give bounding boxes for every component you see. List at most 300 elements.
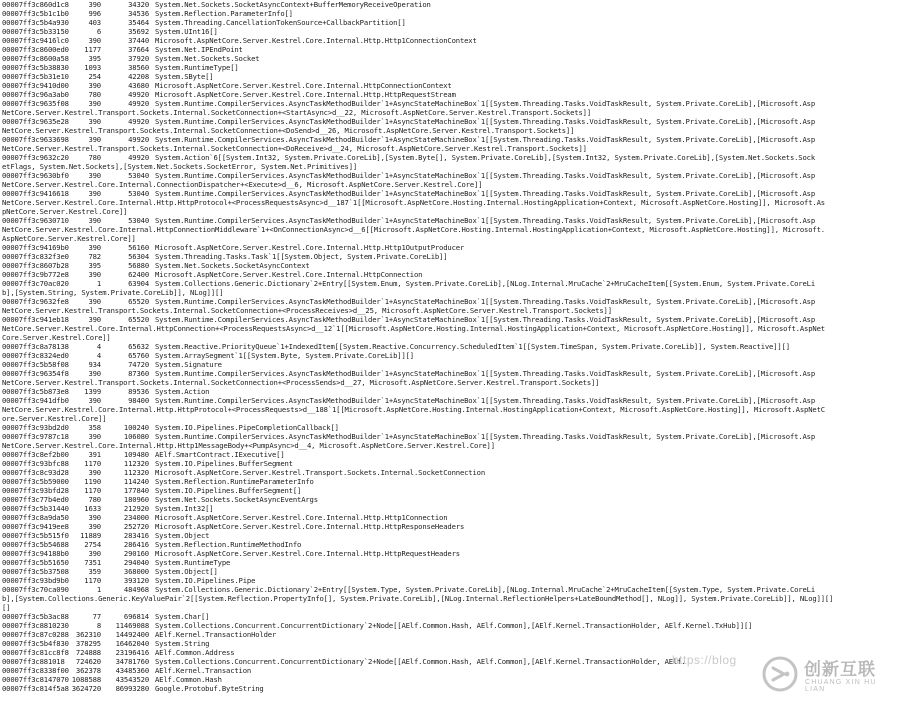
class-name: AElf.Kernel.TransactionHolder xyxy=(155,630,277,639)
method-table: 00007ff3c5b59000 xyxy=(2,477,69,486)
method-table: 00007ff3c8c93d28 xyxy=(2,468,69,477)
brand-subtitle: CHUANG XIN HU LIAN xyxy=(805,679,877,693)
total-size: 74720 xyxy=(128,360,149,369)
class-name: System.Object[] xyxy=(155,567,218,576)
dump-row xyxy=(2,432,900,441)
total-size: 53040 xyxy=(128,189,149,198)
dump-row xyxy=(2,612,900,621)
object-count: 359 xyxy=(88,567,101,576)
method-table: 00007ff3c8338f00 xyxy=(2,666,69,675)
total-size: 43543520 xyxy=(115,675,149,684)
object-count: 390 xyxy=(88,216,101,225)
object-count: 390 xyxy=(88,135,101,144)
object-count: 390 xyxy=(88,396,101,405)
method-table: 00007ff3c93bfc88 xyxy=(2,459,69,468)
object-count: 403 xyxy=(88,18,101,27)
dump-row xyxy=(2,297,900,306)
object-count: 6 xyxy=(96,27,101,36)
class-name: Microsoft.AspNetCore.Server.Kestrel.Core.Internal.Http.HttpRequestHeaders xyxy=(155,549,460,558)
total-size: 42208 xyxy=(128,72,149,81)
class-name: System.Reflection.RuntimeMethodInfo xyxy=(155,540,302,549)
method-table: 00007ff3c9632fe8 xyxy=(2,297,69,306)
class-name: System.Runtime.CompilerServices.AsyncTaskMethodBuilder`1+AsyncStateMachineBox`1[[System.Threading.Tasks.VoidTaskResult, System.Private.CoreLib],[Microsoft.Asp xyxy=(155,171,816,180)
method-table: 00007ff3c8810230 xyxy=(2,621,69,630)
class-name: System.Collections.Generic.Dictionary`2+Entry[[System.Enum, System.Private.CoreLib],[NLog.Internal.MruCache`2+MruCacheItem[[System.Enum, System.Private.CoreLi xyxy=(155,279,816,288)
total-size: 37440 xyxy=(128,36,149,45)
method-table: 00007ff3c9635e28 xyxy=(2,117,69,126)
dump-row xyxy=(2,576,900,585)
class-name: System.Runtime.CompilerServices.AsyncTaskMethodBuilder`1+AsyncStateMachineBox`1[[System.Threading.Tasks.VoidTaskResult, System.Private.CoreLib],[Microsoft.Asp xyxy=(155,117,816,126)
dump-row xyxy=(2,243,900,252)
object-count: 3624720 xyxy=(71,684,101,693)
total-size: 180960 xyxy=(123,495,149,504)
dump-row xyxy=(2,495,900,504)
total-size: 16462040 xyxy=(115,639,149,648)
class-name: System.Runtime.CompilerServices.AsyncTaskMethodBuilder`1+AsyncStateMachineBox`1[[System.Threading.Tasks.VoidTaskResult, System.Private.CoreLib],[Microsoft.Asp xyxy=(155,135,816,144)
class-name: System.Action xyxy=(155,387,210,396)
method-table: 00007ff3c5b51650 xyxy=(2,558,69,567)
object-count: 996 xyxy=(88,9,101,18)
class-name: System.Collections.Concurrent.ConcurrentDictionary`2+Node[[AElf.Common.Hash, AElf.Common],[AElf.Kernel.TransactionHolder, AElf.Kernel.TxHub]][] xyxy=(155,621,753,630)
class-name: Microsoft.AspNetCore.Server.Kestrel.Core.Internal.Http.Http1OutputProducer xyxy=(155,243,465,252)
total-size: 49920 xyxy=(128,153,149,162)
dump-row xyxy=(2,621,900,630)
method-table: 00007ff3c70ca090 xyxy=(2,585,69,594)
class-name: System.RuntimeType[] xyxy=(155,63,239,72)
object-count: 390 xyxy=(88,549,101,558)
method-table: 00007ff3c9416lc0 xyxy=(2,36,69,45)
class-name: System.Net.Sockets.Socket xyxy=(155,54,260,63)
method-table: 00007ff3c8a9da50 xyxy=(2,513,69,522)
dump-row xyxy=(2,360,900,369)
method-table: 00007ff3c8a78138 xyxy=(2,342,69,351)
dump-row xyxy=(2,387,900,396)
object-count: 4 xyxy=(96,342,101,351)
object-count: 395 xyxy=(88,54,101,63)
object-count: 390 xyxy=(88,36,101,45)
total-size: 49920 xyxy=(128,135,149,144)
method-table: 00007ff3c5b4a930 xyxy=(2,18,69,27)
total-size: 89536 xyxy=(128,387,149,396)
class-name: AElf.Common.Hash xyxy=(155,675,222,684)
object-count: 390 xyxy=(88,99,101,108)
class-name: System.RuntimeType xyxy=(155,558,231,567)
method-table: 00007ff3c9630710 xyxy=(2,216,69,225)
object-count: 1088588 xyxy=(71,675,101,684)
dump-row xyxy=(2,252,900,261)
object-count: 390 xyxy=(88,243,101,252)
dump-row-continuation: NetCore.Server.Kestrel.Transport.Sockets.Internal.SocketConnection+<DoSend>d__26, Microsoft.AspNetCore.Server.Kestrel.Transport.Sockets]] xyxy=(2,126,575,135)
method-table: 00007ff3c5b37508 xyxy=(2,567,69,576)
brand-name: 创新互联 xyxy=(804,660,876,680)
total-size: 14492400 xyxy=(115,630,149,639)
object-count: 780 xyxy=(88,495,101,504)
class-name: System.IO.Pipelines.Pipe xyxy=(155,576,256,585)
dump-row xyxy=(2,558,900,567)
object-count: 390 xyxy=(88,189,101,198)
object-count: 11889 xyxy=(80,531,101,540)
method-table: 00007ff3c5b515f0 xyxy=(2,531,69,540)
dump-row xyxy=(2,369,900,378)
class-name: Microsoft.AspNetCore.Server.Kestrel.Core.Internal.Http.Http1Connection xyxy=(155,513,448,522)
object-count: 390 xyxy=(88,513,101,522)
class-name: AElf.Common.Address xyxy=(155,648,235,657)
dump-row xyxy=(2,153,900,162)
method-table: 00007ff3c9630bf0 xyxy=(2,171,69,180)
object-count: 391 xyxy=(88,450,101,459)
total-size: 294040 xyxy=(123,558,149,567)
dump-row xyxy=(2,477,900,486)
class-name: System.Runtime.CompilerServices.AsyncTaskMethodBuilder`1+AsyncStateMachineBox`1[[System.Threading.Tasks.VoidTaskResult, System.Private.CoreLib],[Microsoft.Asp xyxy=(155,216,816,225)
object-count: 1170 xyxy=(84,576,101,585)
method-table: 00007ff3c5b873e8 xyxy=(2,387,69,396)
total-size: 286416 xyxy=(123,540,149,549)
method-table: 00007ff3c5b38830 xyxy=(2,63,69,72)
dump-row xyxy=(2,567,900,576)
class-name: Google.Protobuf.ByteString xyxy=(155,684,264,693)
dump-row-continuation: NetCore.Server.Kestrel.Core.Internal.Http.HttpProtocol+<ProcessRequests>d__188`1[[Microsoft.AspNetCore.Hosting.Internal.HostingApplication+Context, Microsoft.AspNetCore.Hosting]], Microsoft.AspNetC xyxy=(2,405,825,414)
class-name: System.Signature xyxy=(155,360,222,369)
method-table: 00007ff3c5b58f08 xyxy=(2,360,69,369)
object-count: 780 xyxy=(88,90,101,99)
brand-logo-icon xyxy=(762,656,798,692)
object-count: 934 xyxy=(88,360,101,369)
class-name: System.Runtime.CompilerServices.AsyncTaskMethodBuilder`1+AsyncStateMachineBox`1[[System.Threading.Tasks.VoidTaskResult, System.Private.CoreLib],[Microsoft.Asp xyxy=(155,315,816,324)
total-size: 252720 xyxy=(123,522,149,531)
class-name: System.String xyxy=(155,639,210,648)
object-count: 1177 xyxy=(84,45,101,54)
object-count: 780 xyxy=(88,153,101,162)
class-name: AElf.Kernel.Transaction xyxy=(155,666,252,675)
method-table: 00007ff3c93bd9b0 xyxy=(2,576,69,585)
dump-row-continuation: NetCore.Server.Kestrel.Core.Internal.HttpConnectionMiddleware`1+<OnConnectionAsync>d__6[[Microsoft.AspNetCore.Hosting.Internal.HostingApplication+Context, Microsoft.AspNetCore.Hosting]], Microsoft. xyxy=(2,225,825,234)
method-table: 00007ff3c5b3ac88 xyxy=(2,612,69,621)
object-count: 724620 xyxy=(75,657,101,666)
object-count: 390 xyxy=(88,369,101,378)
dump-row xyxy=(2,423,900,432)
dump-row xyxy=(2,63,900,72)
object-count: 1190 xyxy=(84,477,101,486)
object-count: 1633 xyxy=(84,504,101,513)
total-size: 65520 xyxy=(128,297,149,306)
object-count: 390 xyxy=(88,468,101,477)
total-size: 49920 xyxy=(128,90,149,99)
method-table: 00007ff3c8147070 xyxy=(2,675,69,684)
total-size: 49920 xyxy=(128,99,149,108)
dump-row-continuation: b],[System.String, System.Private.CoreLib]], NLog]][] xyxy=(2,288,224,297)
method-table: 00007ff3c941dfb0 xyxy=(2,396,69,405)
dump-row xyxy=(2,189,900,198)
method-table: 00007ff3c87c0288 xyxy=(2,630,69,639)
method-table: 00007ff3c5b54688 xyxy=(2,540,69,549)
method-table: 00007ff3c96354f8 xyxy=(2,369,69,378)
method-table: 00007ff3c9b772e8 xyxy=(2,270,69,279)
method-table: 00007ff3c94188b0 xyxy=(2,549,69,558)
dump-row xyxy=(2,342,900,351)
dump-row-continuation: NetCore.Server.Kestrel.Core.Internal.HttpConnection+<ProcessRequestsAsync>d__12`1[[Microsoft.AspNetCore.Hosting.Internal.HostingApplication+Context, Microsoft.AspNetCore.Hosting]], Microsoft.AspNet xyxy=(2,324,825,333)
class-name: System.Reflection.ParameterInfo[] xyxy=(155,9,293,18)
method-table: 00007ff3c5b1c1b0 xyxy=(2,9,69,18)
method-table: 00007ff3c9787c18 xyxy=(2,432,69,441)
total-size: 393120 xyxy=(123,576,149,585)
method-table: 00007ff3c93bd2d0 xyxy=(2,423,69,432)
dump-row xyxy=(2,513,900,522)
total-size: 109480 xyxy=(123,450,149,459)
object-count: 362378 xyxy=(75,666,101,675)
class-name: System.Action`6[[System.Int32, System.Private.CoreLib],[System.Byte[], System.Private.CoreLib],[System.Int32, System.Private.CoreLib],[System.Net.Sockets.Sock xyxy=(155,153,816,162)
class-name: System.Reflection.RuntimeParameterInfo xyxy=(155,477,314,486)
class-name: System.UInt16[] xyxy=(155,27,218,36)
dump-row-continuation: NetCore.Server.Kestrel.Core.Internal.Http.HttpProtocol+<ProcessRequestsAsync>d__187`1[[Microsoft.AspNetCore.Hosting.Internal.HostingApplication+Context, Microsoft.AspNetCore.Hosting]], Microsoft.As xyxy=(2,198,825,207)
dump-row xyxy=(2,549,900,558)
object-count: 1170 xyxy=(84,486,101,495)
method-table: 00007ff3c81cc8f8 xyxy=(2,648,69,657)
object-count: 1 xyxy=(96,585,101,594)
object-count: 390 xyxy=(88,0,101,9)
total-size: 98400 xyxy=(128,396,149,405)
object-count: 2754 xyxy=(84,540,101,549)
dump-row xyxy=(2,459,900,468)
dump-row xyxy=(2,27,900,36)
total-size: 37664 xyxy=(128,45,149,54)
method-table: 00007ff3c8607b28 xyxy=(2,261,69,270)
dump-row-continuation: [] xyxy=(2,603,11,612)
dump-row xyxy=(2,630,900,639)
object-count: 390 xyxy=(88,270,101,279)
total-size: 234000 xyxy=(123,513,149,522)
class-name: System.Runtime.CompilerServices.AsyncTaskMethodBuilder`1+AsyncStateMachineBox`1[[System.Threading.Tasks.VoidTaskResult, System.Private.CoreLib],[Microsoft.Asp xyxy=(155,297,816,306)
dump-row xyxy=(2,270,900,279)
dump-row xyxy=(2,72,900,81)
class-name: Microsoft.AspNetCore.Server.Kestrel.Core.Internal.Http.HttpRequestStream xyxy=(155,90,456,99)
object-count: 1170 xyxy=(84,459,101,468)
method-table: 00007ff3c5b31440 xyxy=(2,504,69,513)
object-count: 395 xyxy=(88,261,101,270)
method-table: 00007ff3c70ac020 xyxy=(2,279,69,288)
total-size: 53040 xyxy=(128,171,149,180)
total-size: 106080 xyxy=(123,432,149,441)
object-count: 7351 xyxy=(84,558,101,567)
dump-row xyxy=(2,99,900,108)
dump-row xyxy=(2,468,900,477)
dump-row xyxy=(2,45,900,54)
class-name: System.Int32[] xyxy=(155,504,214,513)
class-name: System.Net.Sockets.SocketAsyncContext xyxy=(155,261,310,270)
object-count: 8 xyxy=(96,621,101,630)
dump-row xyxy=(2,585,900,594)
dump-row-continuation: NetCore.Server.Kestrel.Transport.Sockets.Internal.SocketConnection+<StartAsync>d__22, Microsoft.AspNetCore.Server.Kestrel.Transport.Sockets]] xyxy=(2,108,591,117)
total-size: 35692 xyxy=(128,27,149,36)
dump-row xyxy=(2,486,900,495)
class-name: System.Runtime.CompilerServices.AsyncTaskMethodBuilder`1+AsyncStateMachineBox`1[[System.Threading.Tasks.VoidTaskResult, System.Private.CoreLib],[Microsoft.Asp xyxy=(155,432,816,441)
total-size: 114240 xyxy=(123,477,149,486)
object-count: 390 xyxy=(88,171,101,180)
total-size: 212920 xyxy=(123,504,149,513)
dump-row xyxy=(2,81,900,90)
dump-row xyxy=(2,279,900,288)
dump-row-continuation: ore.Server.Kestrel.Core]] xyxy=(2,414,107,423)
total-size: 49920 xyxy=(128,117,149,126)
method-table: 00007ff3c9410d00 xyxy=(2,81,69,90)
dump-row-continuation: NetCore.Server.Kestrel.Transport.Sockets.Internal.SocketConnection+<DoReceive>d__24, Microsoft.AspNetCore.Server.Kestrel.Transport.Sockets]] xyxy=(2,144,587,153)
method-table: 00007ff3c941eb18 xyxy=(2,315,69,324)
object-count: 390 xyxy=(88,297,101,306)
total-size: 35464 xyxy=(128,18,149,27)
dump-row xyxy=(2,18,900,27)
total-size: 23196416 xyxy=(115,648,149,657)
object-count: 1 xyxy=(96,279,101,288)
object-count: 362310 xyxy=(75,630,101,639)
method-table: 00007ff3c832f3e0 xyxy=(2,252,69,261)
total-size: 62400 xyxy=(128,270,149,279)
dump-row xyxy=(2,135,900,144)
class-name: Microsoft.AspNetCore.Server.Kestrel.Core.Internal.HttpConnectionContext xyxy=(155,81,452,90)
class-name: System.Net.IPEndPoint xyxy=(155,45,243,54)
total-size: 34536 xyxy=(128,9,149,18)
method-table: 00007ff3c5b33150 xyxy=(2,27,69,36)
total-size: 34781760 xyxy=(115,657,149,666)
heap-dump-output xyxy=(2,0,900,702)
method-table: 00007ff3c814f5a8 xyxy=(2,684,69,693)
brand-watermark xyxy=(760,650,900,698)
dump-row xyxy=(2,261,900,270)
object-count: 390 xyxy=(88,315,101,324)
class-name: Microsoft.AspNetCore.Server.Kestrel.Core.Internal.HttpConnection xyxy=(155,270,423,279)
method-table: 00007ff3c9633698 xyxy=(2,135,69,144)
method-table: 00007ff3c94169b0 xyxy=(2,243,69,252)
class-name: System.Runtime.CompilerServices.AsyncTaskMethodBuilder`1+AsyncStateMachineBox`1[[System.Threading.Tasks.VoidTaskResult, System.Private.CoreLib],[Microsoft.Asp xyxy=(155,396,816,405)
method-table: 00007ff3c8600ed0 xyxy=(2,45,69,54)
dump-row xyxy=(2,351,900,360)
total-size: 65760 xyxy=(128,351,149,360)
class-name: System.Reactive.PriorityQueue`1+IndexedItem[[System.Reactive.Concurrency.ScheduledItem`1[[System.TimeSpan, System.Private.CoreLib]], System.Reactive]][] xyxy=(155,342,790,351)
dump-row-continuation: NetCore.Server.Kestrel.Transport.Sockets.Internal.SocketConnection+<ProcessSends>d__27, Microsoft.AspNetCore.Server.Kestrel.Transport.Sockets]] xyxy=(2,378,600,387)
dump-row xyxy=(2,117,900,126)
class-name: Microsoft.AspNetCore.Server.Kestrel.Core.Internal.Http.Http1ConnectionContext xyxy=(155,36,477,45)
total-size: 56304 xyxy=(128,252,149,261)
object-count: 724888 xyxy=(75,648,101,657)
method-table: 00007ff3c77b4ed0 xyxy=(2,495,69,504)
class-name: System.Collections.Generic.Dictionary`2+Entry[[System.Type, System.Private.CoreLib],[NLog.Internal.MruCache`2+MruCacheItem[[System.Type, System.Private.CoreLi xyxy=(155,585,816,594)
total-size: 87360 xyxy=(128,369,149,378)
class-name: System.Collections.Concurrent.ConcurrentDictionary`2+Node[[AElf.Common.Hash, AElf.Common],[AElf.Kernel.TransactionHolder, AElf. xyxy=(155,657,686,666)
dump-row xyxy=(2,531,900,540)
class-name: System.Runtime.CompilerServices.AsyncTaskMethodBuilder`1+AsyncStateMachineBox`1[[System.Threading.Tasks.VoidTaskResult, System.Private.CoreLib],[Microsoft.Asp xyxy=(155,99,816,108)
class-name: System.IO.Pipelines.BufferSegment xyxy=(155,459,293,468)
dump-row xyxy=(2,639,900,648)
total-size: 53040 xyxy=(128,216,149,225)
dump-row-continuation: NetCore.Server.Kestrel.Core.Internal.Http.Http1MessageBody+<PumpAsync>d__4, Microsoft.AspNetCore.Server.Kestrel.Core]] xyxy=(2,441,495,450)
blog-watermark: https://blog xyxy=(672,653,737,667)
dump-row xyxy=(2,36,900,45)
dump-row-continuation: AspNetCore.Server.Kestrel.Core]] xyxy=(2,234,136,243)
total-size: 56880 xyxy=(128,261,149,270)
total-size: 43485360 xyxy=(115,666,149,675)
total-size: 290160 xyxy=(123,549,149,558)
dump-row-continuation: NetCore.Server.Kestrel.Transport.Sockets.Internal.SocketConnection+<ProcessReceives>d__25, Microsoft.AspNetCore.Server.Kestrel.Transport.Sockets]] xyxy=(2,306,612,315)
class-name: Microsoft.AspNetCore.Server.Kestrel.Core.Internal.Http.HttpResponseHeaders xyxy=(155,522,465,531)
object-count: 782 xyxy=(88,252,101,261)
class-name: Microsoft.AspNetCore.Server.Kestrel.Transport.Sockets.Internal.SocketConnection xyxy=(155,468,486,477)
method-table: 00007ff3c8324ed0 xyxy=(2,351,69,360)
total-size: 177840 xyxy=(123,486,149,495)
method-table: 00007ff3c9632c20 xyxy=(2,153,69,162)
total-size: 484968 xyxy=(123,585,149,594)
method-table: 00007ff3c96a3ab0 xyxy=(2,90,69,99)
class-name: System.SByte[] xyxy=(155,72,214,81)
total-size: 56160 xyxy=(128,243,149,252)
class-name: System.IO.Pipelines.BufferSegment[] xyxy=(155,486,302,495)
dump-row xyxy=(2,0,900,9)
total-size: 11469088 xyxy=(115,621,149,630)
object-count: 77 xyxy=(92,612,101,621)
method-table: 00007ff3c8ef2b00 xyxy=(2,450,69,459)
method-table: 00007ff3c881018 xyxy=(2,657,65,666)
dump-row xyxy=(2,216,900,225)
dump-row xyxy=(2,450,900,459)
total-size: 37920 xyxy=(128,54,149,63)
total-size: 63904 xyxy=(128,279,149,288)
total-size: 86993280 xyxy=(115,684,149,693)
total-size: 65520 xyxy=(128,315,149,324)
object-count: 390 xyxy=(88,432,101,441)
total-size: 43680 xyxy=(128,81,149,90)
object-count: 254 xyxy=(88,72,101,81)
class-name: System.Runtime.CompilerServices.AsyncTaskMethodBuilder`1+AsyncStateMachineBox`1[[System.Threading.Tasks.VoidTaskResult, System.Private.CoreLib],[Microsoft.Asp xyxy=(155,369,816,378)
dump-row xyxy=(2,9,900,18)
dump-row-continuation: etFlags, System.Net.Sockets],[System.Net.Sockets.SocketError, System.Net.Primitives]] xyxy=(2,162,358,171)
class-name: System.Net.Sockets.SocketAsyncEventArgs xyxy=(155,495,318,504)
dump-row-continuation: Core.Server.Kestrel.Core]] xyxy=(2,333,111,342)
total-size: 100240 xyxy=(123,423,149,432)
class-name: System.Net.Sockets.SocketAsyncContext+BufferMemoryReceiveOperation xyxy=(155,0,431,9)
class-name: System.Threading.Tasks.Task`1[[System.Object, System.Private.CoreLib]] xyxy=(155,252,448,261)
dump-row-continuation: NetCore.Server.Kestrel.Core.Internal.ConnectionDispatcher+<Execute>d__6, Microsoft.AspNetCore.Server.Kestrel.Core]] xyxy=(2,180,483,189)
class-name: AElf.SmartContract.IExecutive[] xyxy=(155,450,285,459)
total-size: 696814 xyxy=(123,612,149,621)
total-size: 112320 xyxy=(123,459,149,468)
class-name: System.Object xyxy=(155,531,210,540)
dump-row xyxy=(2,315,900,324)
object-count: 390 xyxy=(88,81,101,90)
dump-row xyxy=(2,540,900,549)
dump-row-continuation: b],[System.Collections.Generic.KeyValuePair`2[[System.Reflection.PropertyInfo[], System.Private.CoreLib],[NLog.Internal.ReflectionHelpers+LateBoundMethod[], NLog]], System.Private.CoreLib]], NLog]][] xyxy=(2,594,834,603)
object-count: 390 xyxy=(88,117,101,126)
class-name: System.Char[] xyxy=(155,612,210,621)
class-name: System.Runtime.CompilerServices.AsyncTaskMethodBuilder`1+AsyncStateMachineBox`1[[System.Threading.Tasks.VoidTaskResult, System.Private.CoreLib],[Microsoft.Asp xyxy=(155,189,816,198)
total-size: 38560 xyxy=(128,63,149,72)
object-count: 378295 xyxy=(75,639,101,648)
total-size: 34320 xyxy=(128,0,149,9)
class-name: System.Threading.CancellationTokenSource+CallbackPartition[] xyxy=(155,18,406,27)
total-size: 65632 xyxy=(128,342,149,351)
dump-row xyxy=(2,522,900,531)
dump-row xyxy=(2,90,900,99)
method-table: 00007ff3c9416618 xyxy=(2,189,69,198)
method-table: 00007ff3c9419ee8 xyxy=(2,522,69,531)
object-count: 1093 xyxy=(84,63,101,72)
method-table: 00007ff3c8600a58 xyxy=(2,54,69,63)
dump-row xyxy=(2,171,900,180)
dump-row xyxy=(2,396,900,405)
total-size: 112320 xyxy=(123,468,149,477)
dump-row-continuation: pNetCore.Server.Kestrel.Core]] xyxy=(2,207,128,216)
method-table: 00007ff3c5b4f830 xyxy=(2,639,69,648)
class-name: System.IO.Pipelines.PipeCompletionCallback[] xyxy=(155,423,339,432)
method-table: 00007ff3c9635f08 xyxy=(2,99,69,108)
method-table: 00007ff3c93bfd28 xyxy=(2,486,69,495)
method-table: 00007ff3c860d1c8 xyxy=(2,0,69,9)
